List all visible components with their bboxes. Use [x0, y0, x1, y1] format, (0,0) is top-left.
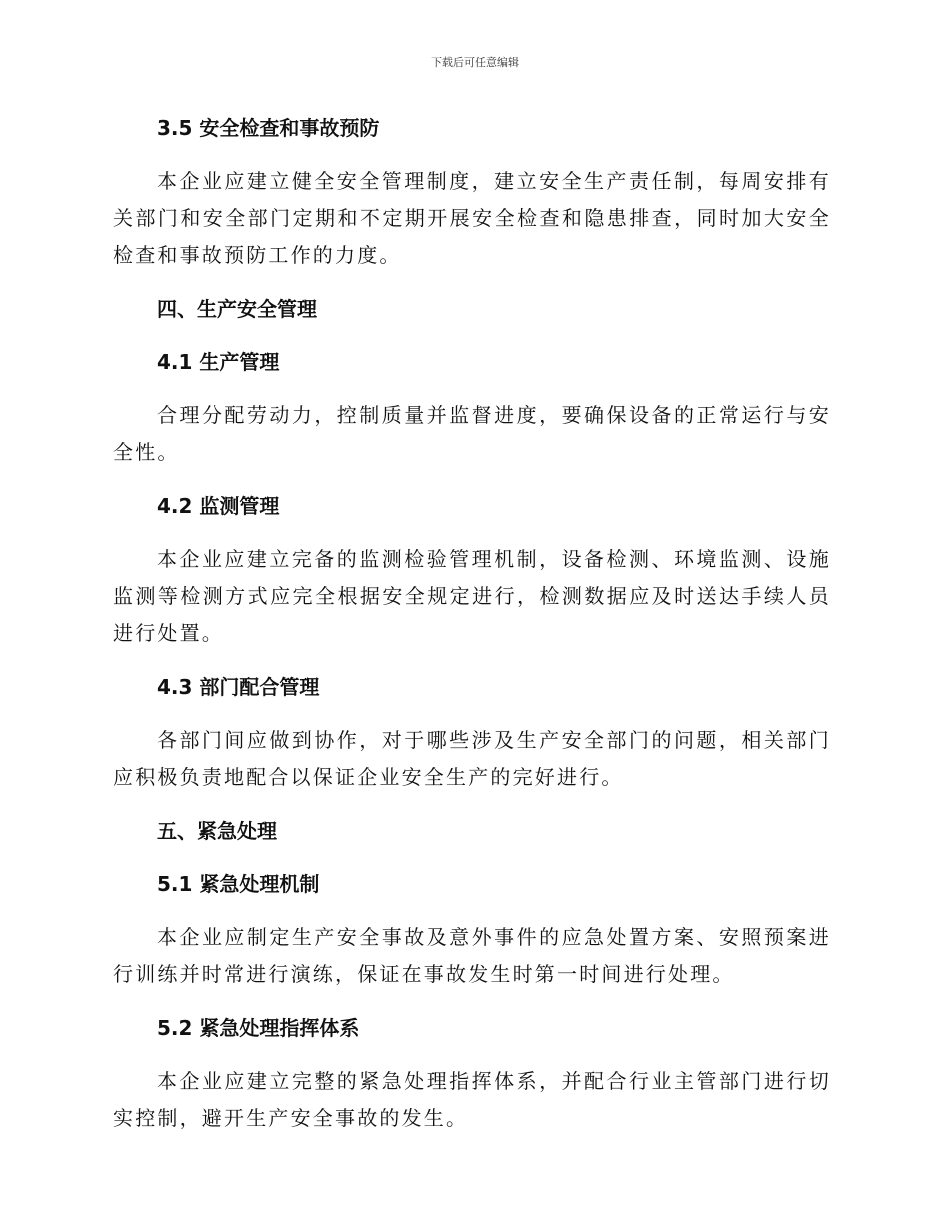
- section-heading: 4.2 监测管理: [157, 494, 280, 518]
- section-3-5: [113, 110, 831, 291]
- section-5-2: [113, 1010, 831, 1137]
- section-paragraph: 本企业应制定生产安全事故及意外事件的应急处置方案、安照预案进行训练并时常进行演练，保证在事故发生时第一时间进行处理。: [113, 925, 831, 986]
- section-heading: 4.1 生产管理: [157, 350, 280, 374]
- section-4-2: [113, 488, 831, 669]
- section-5: [113, 813, 831, 866]
- section-paragraph: 本企业应建立完备的监测检验管理机制，设备检测、环境监测、设施监测等检测方式应完全根据安全规定进行，检测数据应及时送达手续人员进行处置。: [113, 547, 831, 645]
- section-4-1: [113, 344, 831, 488]
- section-paragraph: 本企业应建立完整的紧急处理指挥体系，并配合行业主管部门进行切实控制，避开生产安全事故的发生。: [113, 1069, 831, 1130]
- section-5-1: [113, 866, 831, 1010]
- chapter-heading: 五、紧急处理: [157, 819, 277, 843]
- section-heading: 5.2 紧急处理指挥体系: [157, 1016, 360, 1040]
- header-note: 下载后可任意编辑: [431, 56, 519, 69]
- section-paragraph: 本企业应建立健全安全管理制度，建立安全生产责任制，每周安排有关部门和安全部门定期和不定期开展安全检查和隐患排查，同时加大安全检查和事故预防工作的力度。: [113, 169, 831, 267]
- section-4: [113, 291, 831, 344]
- section-4-3: [113, 669, 831, 813]
- section-heading: 3.5 安全检查和事故预防: [157, 116, 380, 140]
- section-paragraph: 合理分配劳动力，控制质量并监督进度，要确保设备的正常运行与安全性。: [113, 403, 831, 464]
- chapter-heading: 四、生产安全管理: [157, 297, 317, 321]
- section-paragraph: 各部门间应做到协作，对于哪些涉及生产安全部门的问题，相关部门应积极负责地配合以保证企业安全生产的完好进行。: [113, 728, 831, 789]
- section-heading: 5.1 紧急处理机制: [157, 872, 320, 896]
- section-heading: 4.3 部门配合管理: [157, 675, 320, 699]
- document-body: [113, 110, 831, 1137]
